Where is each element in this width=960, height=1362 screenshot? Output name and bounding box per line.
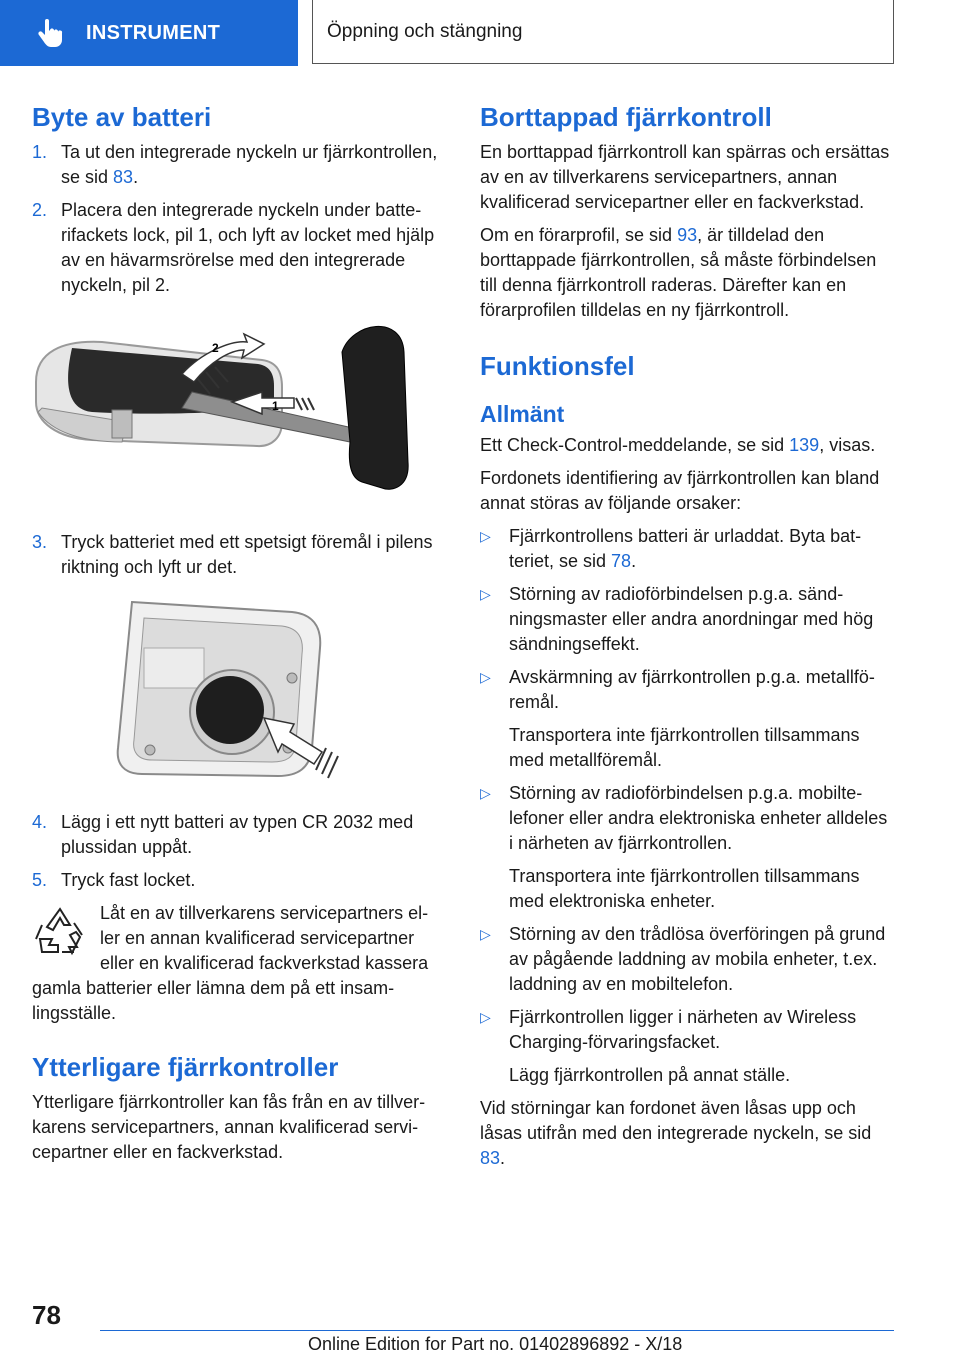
cause-item: ▷ Fjärrkontrollen ligger i närheten av Wireless Charging-förvaringsfacket. — [480, 1005, 896, 1055]
step-5: 5. Tryck fast locket. — [32, 870, 196, 890]
triangle-bullet-icon: ▷ — [480, 669, 491, 685]
step-2: 2. Placera den integrerade nyckeln under batterifackets lock, pil 1, och lyft av locket med hjälp av en hävarmsrörelse med den integrerade nyckeln, pil 2. — [32, 200, 435, 295]
cause-item: ▷ Störning av radioförbindelsen p.g.a. mobiltelefoner eller andra elektroniska enheter alldeles i närheten av fjärrkontrollen. — [480, 781, 896, 856]
page-link[interactable]: 93 — [677, 225, 698, 245]
lost-remote-title: Borttappad fjärrkontroll — [480, 102, 772, 132]
causes-intro: Fordonets identifiering av fjärrkontrollen kan bland annat störas av följande orsaker: — [480, 468, 880, 513]
key-removal-figure — [32, 312, 442, 524]
triangle-bullet-icon: ▷ — [480, 926, 491, 942]
cause-item: ▷ Avskärmning av fjärrkontrollen p.g.a. metallföremål. — [480, 665, 896, 715]
triangle-bullet-icon: ▷ — [480, 528, 491, 544]
cause-remedy: Lägg fjärrkontrollen på annat ställe. — [509, 1065, 791, 1085]
cause-remedy: Transportera inte fjärrkontrollen tillsammans med metallföremål. — [509, 725, 860, 770]
step-1: 1. Ta ut den integrerade nyckeln ur fjärrkontrollen, se sid 83. — [32, 142, 438, 187]
section-title: Öppning och stängning — [312, 0, 894, 64]
closing-text: Vid störningar kan fordonet även låsas upp och låsas utifrån med den integrerade nyckeln, se sid 83. — [480, 1098, 872, 1168]
page-number: 78 — [32, 1300, 61, 1330]
recycle-text: Låt en av tillverkarens servicepartners eller en annan kvalificerad servicepartner eller en kvalificerad fackverkstad kassera gamla batterier eller lämna dem på ett insamlingsställe. — [32, 903, 429, 1023]
page-header — [0, 0, 960, 66]
recycle-note — [32, 901, 442, 1026]
arrow-2-label: 2 — [212, 341, 219, 355]
arrow-1-label: 1 — [272, 399, 279, 413]
footer-divider — [100, 1330, 894, 1331]
page-link[interactable]: 83 — [480, 1148, 501, 1168]
triangle-bullet-icon: ▷ — [480, 586, 491, 602]
cause-item: ▷ Störning av radioförbindelsen p.g.a. sändningsmaster eller andra anordningar med hög sändningseffekt. — [480, 582, 896, 657]
hand-pointer-icon — [38, 19, 64, 47]
cause-item: ▷ Störning av den trådlösa överföringen på grund av pågående laddning av mobila enheter, t.ex. laddning av en mobiltelefon. — [480, 922, 896, 997]
step-3: 3. Tryck batteriet med ett spetsigt föremål i pilens riktning och lyft ur det. — [32, 532, 433, 577]
lost-remote-p1: En borttappad fjärrkontroll kan spärras och ersättas av en av tillverkarens servicepartners, annan kvalificerad servicepartner eller en fackverkstad. — [480, 142, 890, 212]
additional-remotes-text: Ytterligare fjärrkontroller kan fås från en av tillverkarens servicepartners, annan kvalificerad servicepartner eller en fackverkstad. — [32, 1092, 426, 1162]
lost-remote-p2: Om en förarprofil, se sid 93, är tilldelad den borttappade fjärrkontrollen, så måste förbindelsen till denna fjärrkontroll raderas. Därefter kan en förarprofilen tilldelas en ny fjärrkontroll. — [480, 225, 877, 320]
page-link[interactable]: 83 — [113, 167, 134, 187]
page-link[interactable]: 139 — [789, 435, 820, 455]
additional-remotes-title: Ytterligare fjärrkontroller — [32, 1052, 339, 1082]
chapter-tab[interactable] — [0, 0, 298, 66]
check-control-text: Ett Check-Control-meddelande, se sid 139, visas. — [480, 435, 876, 455]
right-column — [480, 100, 896, 1179]
chapter-label: INSTRUMENT — [86, 21, 221, 44]
step-4: 4. Lägg i ett nytt batteri av typen CR 2032 med plussidan uppåt. — [32, 812, 414, 857]
triangle-bullet-icon: ▷ — [480, 785, 491, 801]
cause-remedy: Transportera inte fjärrkontrollen tillsammans med elektroniska enheter. — [509, 866, 860, 911]
page-link[interactable]: 78 — [611, 551, 632, 571]
cause-item: ▷ Fjärrkontrollens batteri är urladdat. Byta batteriet, se sid 78. — [480, 524, 896, 574]
malfunction-title: Funktionsfel — [480, 351, 635, 381]
general-subtitle: Allmänt — [480, 401, 565, 427]
key-fob-illustration — [32, 312, 432, 524]
edition-text: Online Edition for Part no. 01402896892 - X/18 — [308, 1334, 683, 1354]
battery-removal-figure — [32, 598, 442, 794]
battery-compartment-illustration — [32, 598, 432, 794]
triangle-bullet-icon: ▷ — [480, 1009, 491, 1025]
recycle-icon — [32, 905, 88, 957]
left-column — [32, 100, 442, 1173]
battery-title: Byte av batteri — [32, 102, 212, 132]
